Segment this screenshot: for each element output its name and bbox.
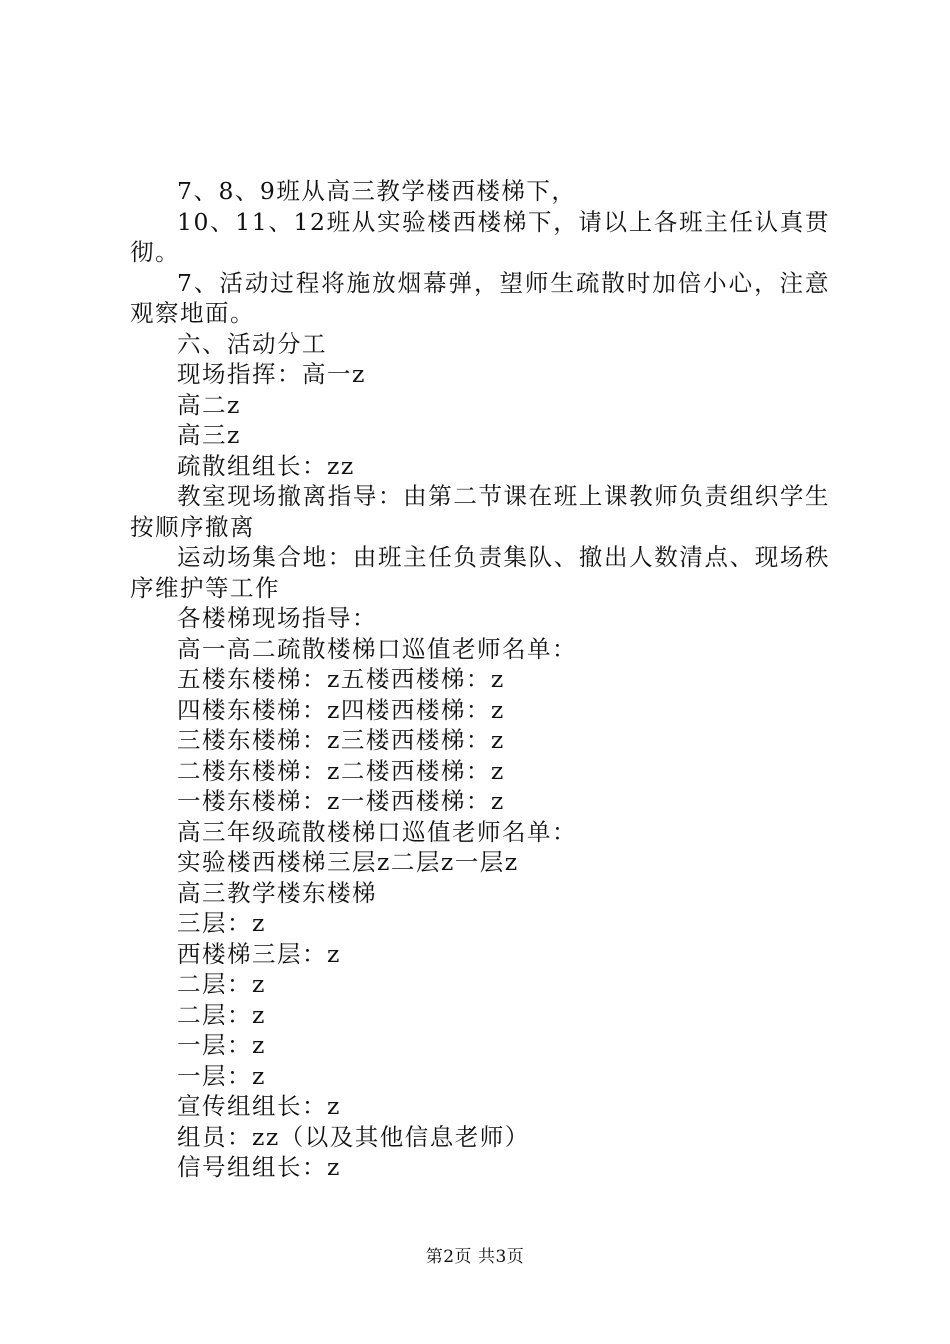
- paragraph: 一层：z: [177, 1031, 266, 1059]
- paragraph: 五楼东楼梯：z五楼西楼梯：z: [177, 665, 505, 693]
- paragraph: 一楼东楼梯：z一楼西楼梯：z: [177, 787, 505, 815]
- paragraph: 西楼梯三层：z: [177, 939, 341, 968]
- paragraph: 教室现场撤离指导：由第二节课在班上课教师负责组织学生按顺序撤离: [130, 482, 830, 541]
- paragraph: 各楼梯现场指导：: [177, 604, 377, 632]
- paragraph: 现场指挥：高一z: [177, 360, 366, 388]
- paragraph: 7、活动过程将施放烟幕弹，望师生疏散时加倍小心，注意观察地面。: [130, 268, 830, 327]
- paragraph: 疏散组组长：zz: [177, 451, 355, 480]
- paragraph: 高二z: [177, 390, 241, 419]
- paragraph: 运动场集合地：由班主任负责集队、撤出人数清点、现场秩序维护等工作: [130, 543, 830, 602]
- section-heading: 六、活动分工: [177, 329, 327, 358]
- paragraph: 10、11、12班从实验楼西楼梯下，请以上各班主任认真贯彻。: [130, 207, 830, 266]
- paragraph: 高三z: [177, 421, 241, 449]
- paragraph: 7、8、9班从高三教学楼西楼梯下，: [177, 177, 577, 205]
- paragraph: 一层：z: [177, 1061, 266, 1090]
- paragraph: 实验楼西楼梯三层z二层z一层z: [177, 848, 519, 876]
- paragraph: 二楼东楼梯：z二楼西楼梯：z: [177, 756, 505, 785]
- paragraph: 高三教学楼东楼梯: [177, 878, 377, 907]
- paragraph: 四楼东楼梯：z四楼西楼梯：z: [177, 695, 505, 724]
- paragraph: 宣传组组长：z: [177, 1092, 341, 1120]
- paragraph: 高三年级疏散楼梯口巡值老师名单：: [177, 817, 577, 846]
- page-number-footer: 第2页 共3页: [425, 1247, 525, 1267]
- paragraph: 二层：z: [177, 970, 266, 998]
- paragraph: 组员：zz（以及其他信息老师）: [177, 1122, 530, 1151]
- paragraph: 高一高二疏散楼梯口巡值老师名单：: [177, 634, 577, 663]
- paragraph: 三层：z: [177, 909, 266, 937]
- document-body: [130, 176, 830, 1183]
- paragraph: 二层：z: [177, 1000, 266, 1029]
- paragraph: 三楼东楼梯：z三楼西楼梯：z: [177, 726, 505, 754]
- paragraph: 信号组组长：z: [177, 1153, 341, 1181]
